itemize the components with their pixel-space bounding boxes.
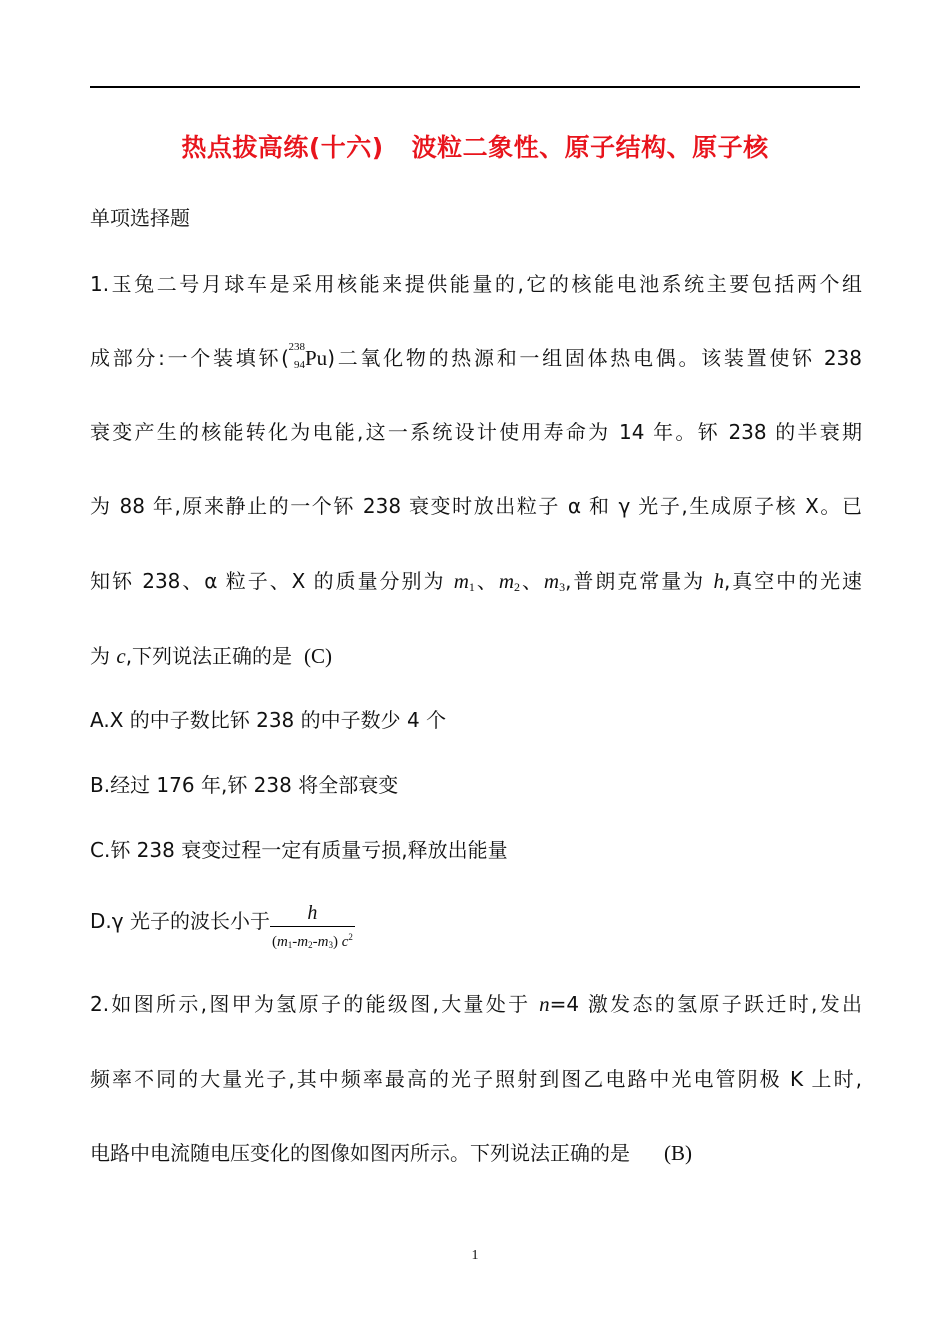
q1-option-b: B.经过 176 年,钚 238 将全部衰变 bbox=[90, 773, 399, 797]
wavelength-fraction bbox=[270, 902, 355, 955]
den-m3: m bbox=[317, 934, 329, 950]
q1-line-1: 1.玉兔二号月球车是采用核能来提供能量的,它的核能电池系统主要包括两个组 bbox=[90, 272, 862, 296]
den-open-paren: ( bbox=[271, 934, 277, 950]
title-series: 热点拔高练(十六) bbox=[181, 133, 384, 162]
title-topic: 波粒二象性、原子结构、原子核 bbox=[411, 133, 769, 162]
den-m2: m bbox=[297, 934, 309, 950]
q1-line-2 bbox=[90, 342, 862, 371]
mass-m3: m bbox=[543, 569, 560, 593]
light-speed-c: c bbox=[116, 644, 126, 668]
q1-answer: (C) bbox=[304, 644, 333, 668]
q2-line-3-text: 电路中电流随电压变化的图像如图丙所示。下列说法正确的是 bbox=[90, 1141, 630, 1165]
nuclide-notation bbox=[288, 341, 305, 371]
page-number: 1 bbox=[471, 1248, 479, 1263]
header-rule bbox=[90, 86, 860, 88]
q1-line-6-post: ,下列说法正确的是 bbox=[125, 644, 293, 668]
mass-m1-sub: 1 bbox=[468, 580, 475, 594]
q1-line-5 bbox=[90, 565, 862, 595]
den-c-exponent: 2 bbox=[348, 932, 353, 942]
q1-option-a: A.X 的中子数比钚 238 的中子数少 4 个 bbox=[90, 708, 447, 732]
q1-option-d bbox=[90, 896, 862, 949]
atomic-number: 94 bbox=[294, 359, 305, 371]
mass-m3-sub: 3 bbox=[559, 580, 566, 594]
den-m1: m bbox=[276, 934, 288, 950]
q1-line-6-pre: 为 bbox=[90, 644, 117, 668]
section-heading: 单项选择题 bbox=[90, 206, 190, 230]
fraction-denominator bbox=[270, 927, 355, 955]
q2-line-1 bbox=[90, 988, 862, 1017]
q1-option-c: C.钚 238 衰变过程一定有质量亏损,释放出能量 bbox=[90, 838, 508, 862]
q2-line-2: 频率不同的大量光子,其中频率最高的光子照射到图乙电路中光电管阴极 K 上时, bbox=[90, 1067, 862, 1091]
q2-line-1-pre: 2.如图所示,图甲为氢原子的能级图,大量处于 bbox=[90, 992, 540, 1016]
fraction-numerator: h bbox=[270, 902, 355, 927]
page-title bbox=[90, 128, 860, 164]
quantum-n: n bbox=[539, 992, 550, 1016]
q1-line-2-post: )二氧化物的热源和一组固体热电偶。该装置使钚 238 bbox=[327, 346, 862, 370]
q2-line-3 bbox=[90, 1137, 862, 1166]
q1-line-5-mid: 普朗克常量为 bbox=[571, 569, 714, 593]
mass-m2-sub: 2 bbox=[513, 580, 520, 594]
q2-answer: (B) bbox=[664, 1141, 692, 1165]
den-m1-sub: 1 bbox=[287, 940, 293, 950]
planck-h: h bbox=[713, 569, 724, 593]
comma: , bbox=[565, 569, 572, 593]
mass-number: 238 bbox=[288, 341, 305, 353]
den-m3-sub: 3 bbox=[328, 940, 333, 950]
nuclide-symbol: Pu bbox=[305, 346, 328, 370]
q1-line-6 bbox=[90, 640, 862, 669]
den-close-paren: ) bbox=[332, 934, 338, 950]
mass-m1: m bbox=[453, 569, 469, 593]
separator-2: 、 bbox=[519, 569, 544, 593]
q1-line-5-post: ,真空中的光速 bbox=[723, 569, 863, 593]
den-c: c bbox=[341, 934, 349, 950]
separator-1: 、 bbox=[474, 569, 499, 593]
q1-line-5-pre: 知钚 238、α 粒子、X 的质量分别为 bbox=[90, 569, 454, 593]
q1-line-3: 衰变产生的核能转化为电能,这一系统设计使用寿命为 14 年。钚 238 的半衰期 bbox=[90, 420, 862, 444]
q1-line-2-pre: 成部分:一个装填钚( bbox=[90, 346, 289, 370]
q2-line-1-post: =4 激发态的氢原子跃迁时,发出 bbox=[549, 992, 863, 1016]
q1-line-4: 为 88 年,原来静止的一个钚 238 衰变时放出粒子 α 和 γ 光子,生成原子核 X。已 bbox=[90, 494, 862, 518]
den-minus-1: - bbox=[292, 934, 298, 950]
den-minus-2: - bbox=[312, 934, 318, 950]
mass-m2: m bbox=[498, 569, 514, 593]
q1-option-d-text: D.γ 光子的波长小于 bbox=[90, 909, 270, 933]
den-m2-sub: 2 bbox=[308, 940, 313, 950]
